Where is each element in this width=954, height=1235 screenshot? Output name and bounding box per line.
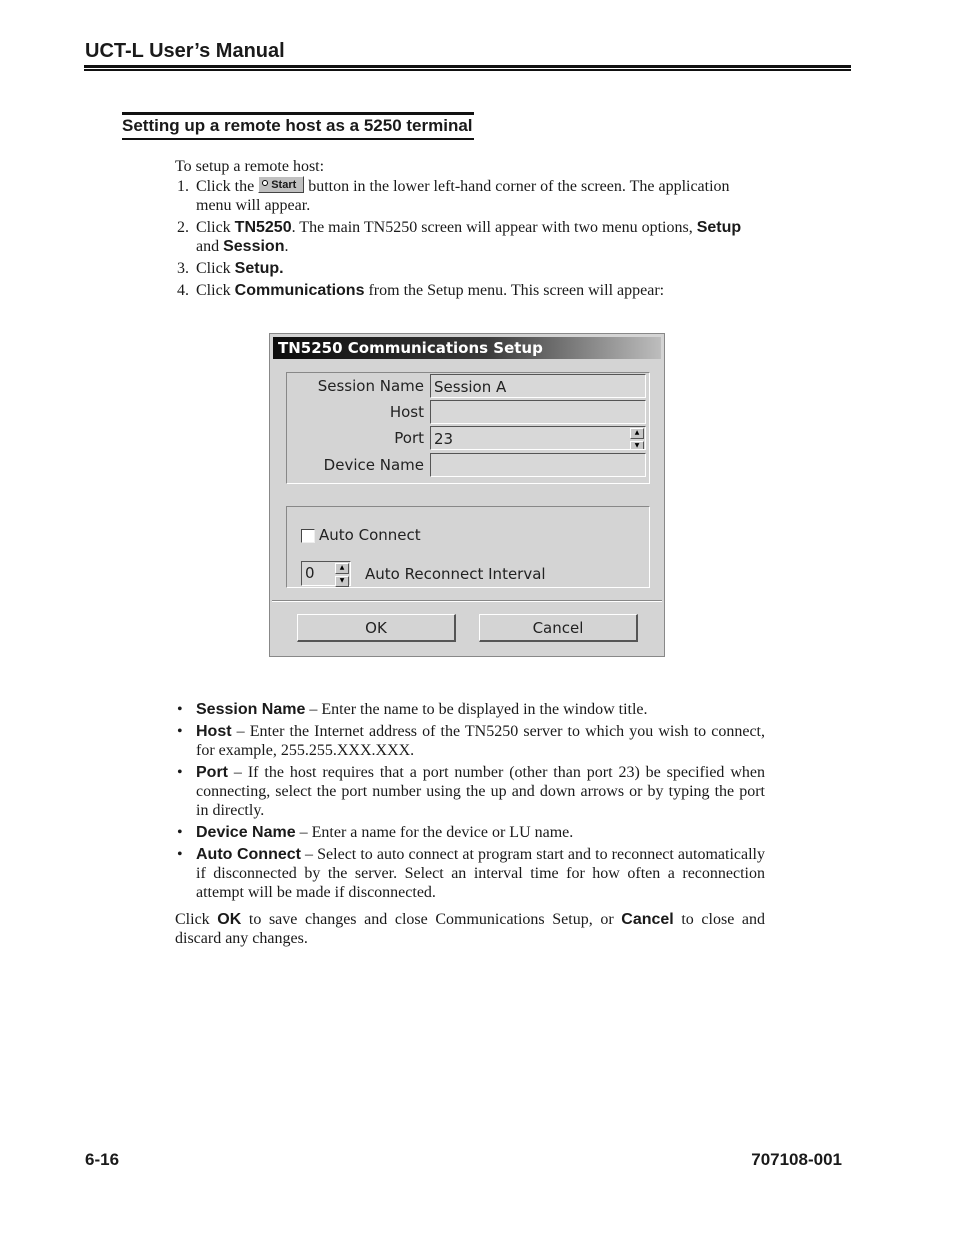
bullet-auto-connect: • Auto Connect – Select to auto connect at program start and to reconnect automatically if disconnected by the server. Select an interval time for how often a reconnection attempt will be made if disconnected. — [177, 846, 766, 901]
start-dot-icon — [262, 180, 268, 186]
bullet-icon: • — [177, 846, 183, 863]
interval-value: 0 — [305, 564, 315, 582]
port-down-arrow-icon[interactable]: ▼ — [630, 441, 644, 450]
step-1: 1. Click the Start button in the lower left-hand corner of the screen. The application menu will appear. — [177, 178, 730, 214]
auto-connect-label: Auto Connect — [319, 526, 421, 544]
dialog-divider — [272, 600, 662, 602]
interval-up-arrow-icon[interactable]: ▲ — [335, 563, 349, 574]
port-spinner — [630, 428, 644, 448]
page-number: 6-16 — [85, 1150, 120, 1169]
document-number: 707108-001 — [751, 1150, 842, 1169]
cancel-button[interactable]: Cancel — [479, 614, 638, 642]
connection-fields-group — [286, 372, 650, 484]
interval-spinner — [335, 563, 349, 583]
device-name-label: Device Name — [323, 456, 424, 474]
closing-paragraph: Click OK to save changes and close Communications Setup, or Cancel to close and discard any changes. — [175, 911, 766, 947]
port-input[interactable] — [430, 426, 646, 450]
field-descriptions-list — [175, 700, 765, 905]
port-up-arrow-icon[interactable]: ▲ — [630, 428, 644, 439]
header-rule — [84, 65, 851, 68]
reconnect-interval-label: Auto Reconnect Interval — [365, 565, 546, 583]
auto-connect-checkbox[interactable] — [301, 529, 315, 543]
device-name-input[interactable] — [430, 453, 646, 477]
reconnect-interval-input[interactable] — [301, 561, 351, 586]
bullet-icon: • — [177, 723, 183, 740]
port-label: Port — [394, 429, 424, 447]
step-2: 2. Click TN5250. The main TN5250 screen will appear with two menu options, Setup and Session. — [177, 219, 742, 255]
bullet-port: • Port – If the host requires that a port number (other than port 23) be specified when connecting, select the port number using the up and down arrows or by typing the port in directly. — [177, 764, 765, 819]
port-value: 23 — [434, 430, 454, 448]
section-heading: Setting up a remote host as a 5250 terminal — [122, 112, 474, 140]
start-button-image: Start — [258, 176, 304, 193]
host-label: Host — [389, 403, 424, 421]
session-name-label: Session Name — [317, 377, 424, 395]
bullet-session-name: • Session Name – Enter the name to be displayed in the window title. — [177, 701, 648, 718]
step-3: 3. Click Setup. — [177, 260, 284, 277]
host-input[interactable] — [430, 400, 646, 424]
step-4: 4. Click Communications from the Setup menu. This screen will appear: — [177, 282, 665, 299]
dialog-title-bar: TN5250 Communications Setup — [273, 337, 661, 359]
intro-text: To setup a remote host: — [175, 158, 325, 175]
bullet-icon: • — [177, 764, 183, 781]
session-name-input[interactable]: Session A — [430, 374, 646, 398]
interval-down-arrow-icon[interactable]: ▼ — [335, 576, 349, 587]
bullet-icon: • — [177, 701, 183, 718]
bullet-host: • Host – Enter the Internet address of the TN5250 server to which you wish to connect, for example, 255.255.XXX.XXX. — [177, 723, 766, 759]
bullet-device-name: • Device Name – Enter a name for the device or LU name. — [177, 824, 574, 841]
ok-button[interactable]: OK — [297, 614, 456, 642]
steps-list — [175, 177, 765, 303]
auto-connect-group — [286, 506, 650, 588]
header-rule-thin — [84, 69, 851, 71]
bullet-icon: • — [177, 824, 183, 841]
manual-title: UCT-L User’s Manual — [85, 40, 285, 62]
communications-setup-dialog — [269, 333, 665, 657]
